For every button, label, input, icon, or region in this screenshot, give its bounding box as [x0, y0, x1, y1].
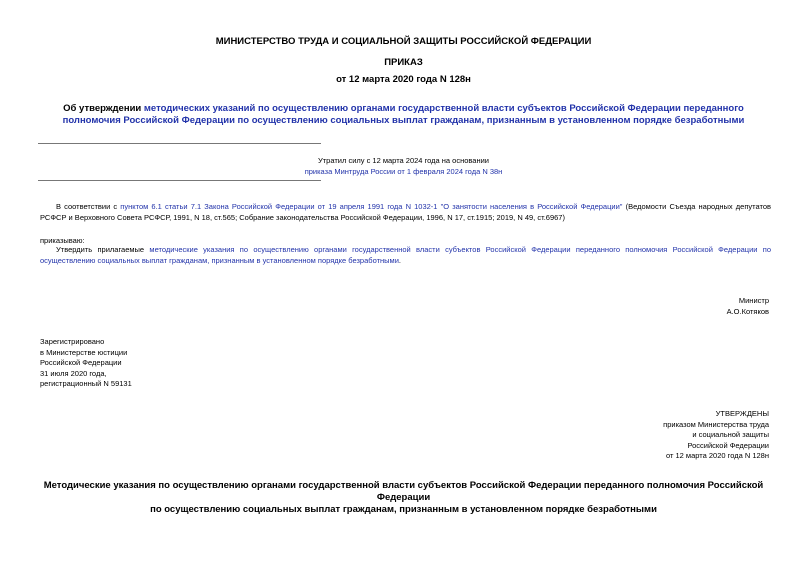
order-word: приказываю:	[40, 236, 85, 245]
divider-top	[38, 143, 321, 144]
registration-block	[40, 337, 132, 390]
status-note-text: Утратил силу с 12 марта 2024 года на основании	[317, 156, 489, 165]
approved-line: и социальной защиты	[692, 430, 769, 439]
registration-line: Зарегистрировано	[40, 337, 105, 346]
ministry-heading: МИНИСТЕРСТВО ТРУДА И СОЦИАЛЬНОЙ ЗАЩИТЫ РОССИЙСКОЙ ФЕДЕРАЦИИ	[215, 36, 592, 47]
signature-block	[727, 296, 769, 317]
document-type-heading: ПРИКАЗ	[384, 57, 423, 68]
approved-block	[663, 409, 769, 462]
preamble-lead: В соответствии с	[56, 202, 121, 211]
approved-line: УТВЕРЖДЕНЫ	[715, 409, 769, 418]
document-title	[40, 103, 767, 127]
title-link[interactable]: методических указаний по осуществлению органами государственной власти субъектов Российской Федерации переданного полномочия Российской Федерации по осуществлению социальных выплат гражданам, признанным в установленном порядке безработными	[62, 103, 745, 126]
document-date-number: от 12 марта 2020 года N 128н	[336, 74, 471, 85]
approve-lead: Утвердить прилагаемые	[56, 245, 150, 254]
title-prefix: Об утверждении	[63, 103, 144, 114]
status-note-link[interactable]: приказа Минтруда России от 1 февраля 2024 года N 38н	[304, 167, 503, 176]
registration-line: регистрационный N 59131	[40, 379, 132, 388]
guidelines-title-line: Методические указания по осуществлению органами государственной власти субъектов Российской Федерации переданного полномочия Российской Федерации	[43, 480, 764, 503]
approve-tail: .	[398, 256, 401, 265]
guidelines-title	[40, 480, 767, 516]
approve-paragraph	[40, 244, 771, 266]
approved-line: Российской Федерации	[687, 440, 769, 450]
preamble-law-link[interactable]: пунктом 6.1 статьи 7.1 Закона Российской Федерации от 19 апреля 1991 года N 1032-1 "О занятости населения в Российской Федерации"	[120, 202, 623, 211]
status-note	[0, 155, 807, 177]
registration-line: 31 июля 2020 года,	[40, 368, 107, 378]
registration-line: Российской Федерации	[40, 358, 122, 367]
signature-name: А.О.Котяков	[726, 306, 769, 316]
approved-line: приказом Министерства труда	[663, 419, 769, 429]
preamble-tail: (Ведомости Съезда народных депутатов РСФСР и Верховного Совета РСФСР, 1991, N 18, ст.565; Собрание законодательства Российской Федерации, 1996, N 17, ст.1915; 2019, N 49, ст.6967)	[40, 202, 771, 222]
approved-line: от 12 марта 2020 года N 128н	[665, 451, 769, 460]
guidelines-title-line: по осуществлению социальных выплат гражданам, признанным в установленном порядке безработными	[150, 504, 657, 515]
approve-link[interactable]: методические указания по осуществлению органами государственной власти субъектов Российской Федерации переданного полномочия Российской Федерации по осуществлению социальных выплат гражданам, признанным в установленном порядке безработными	[40, 245, 771, 265]
signature-position: Министр	[738, 296, 769, 305]
registration-line: в Министерстве юстиции	[40, 347, 128, 357]
divider-bottom	[38, 180, 321, 181]
preamble-paragraph	[40, 201, 771, 223]
